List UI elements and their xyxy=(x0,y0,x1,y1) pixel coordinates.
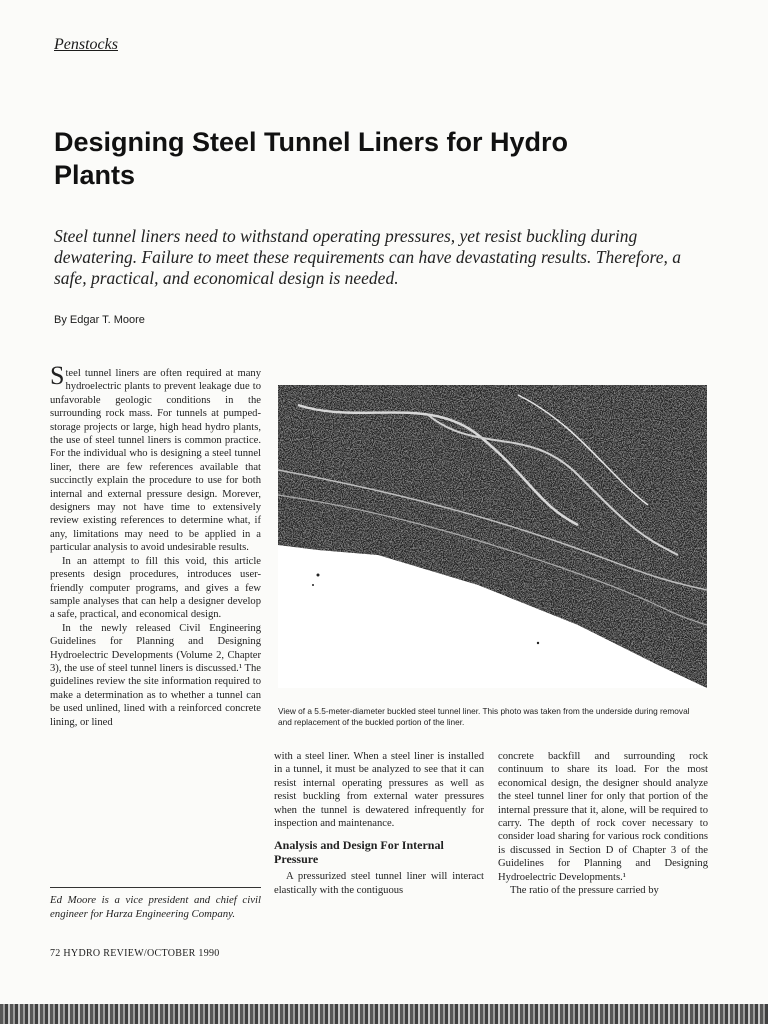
photo-caption: View of a 5.5-meter-diameter buckled steel tunnel liner. This photo was taken from the underside during removal and replacement of the buckled portion of the liner. xyxy=(278,706,690,727)
article-deck: Steel tunnel liners need to withstand operating pressures, yet resist buckling during dewatering. Failure to meet these requirements can have devastating results. Therefore, a safe, practical, and economical design is needed. xyxy=(54,226,681,288)
paragraph-4: with a steel liner. When a steel liner is installed in a tunnel, it must be analyzed to see that it can resist internal operating pressures as well as resist buckling from external water pressures when the tunnel is dewatered infrequently for inspection and maintenance. xyxy=(274,751,484,830)
bio-divider xyxy=(50,887,261,888)
scan-edge-strip xyxy=(0,1004,768,1024)
body-column-1 xyxy=(50,361,261,729)
author-bio: Ed Moore is a vice president and chief civil engineer for Harza Engineering Company. xyxy=(50,894,261,920)
drop-cap: S xyxy=(50,361,65,390)
body-column-2 xyxy=(274,750,484,897)
paragraph-3: In the newly released Civil Engineering Guidelines for Planning and Designing Hydroelectric Developments (Volume 2, Chapter 3), the use of steel tunnel liners is discussed.¹ The guidelines review the site information required to make a determination as to whether a tunnel can be used unlined, lined with a reinforced concrete lining, or lined xyxy=(50,622,261,728)
paragraph-6: concrete backfill and surrounding rock continuum to share its load. For the most economical design, the designer should analyze the steel tunnel liner for only that portion of the internal pressure that it, alone, will be required to carry. The depth of rock cover necessary to consider load sharing for various rock conditions is discussed in Section D of Chapter 3 of the Guidelines for Planning and Designing Hydroelectric Developments.¹ xyxy=(498,751,708,883)
paragraph-intro-text: teel tunnel liners are often required at many hydroelectric plants to prevent leakage due to unfavorable geologic conditions in the surrounding rock mass. For tunnels at pumped-storage projects or large, high head hydro plants, the use of steel tunnel liners is common practice. For the individual who is designing a steel tunnel liner, there are few references available that succinctly explain the procedure to use for both internal and external pressure design. Morever, designers may not have time to extensively review existing references to determine what, if any, limitations may need to be applied in a particular analysis to avoid undesirable results. xyxy=(50,368,261,554)
body-column-3 xyxy=(498,750,708,897)
byline: By Edgar T. Moore xyxy=(54,314,145,326)
section-tag: Penstocks xyxy=(54,36,118,53)
paragraph-5: A pressurized steel tunnel liner will interact elastically with the contiguous xyxy=(274,871,484,896)
subhead-internal-pressure: Analysis and Design For Internal Pressure xyxy=(274,838,444,867)
article-title: Designing Steel Tunnel Liners for Hydro Plants xyxy=(54,127,569,190)
paragraph-2: In an attempt to fill this void, this article presents design procedures, introduces user-friendly computer programs, and gives a few sample analyses that can help a designer develop a safe, practical, and economical design. xyxy=(50,555,261,621)
paragraph-7: The ratio of the pressure carried by xyxy=(510,885,659,897)
paragraph-intro xyxy=(50,361,261,555)
page-folio: 72 HYDRO REVIEW/OCTOBER 1990 xyxy=(50,948,220,959)
tunnel-liner-photo xyxy=(278,385,707,688)
